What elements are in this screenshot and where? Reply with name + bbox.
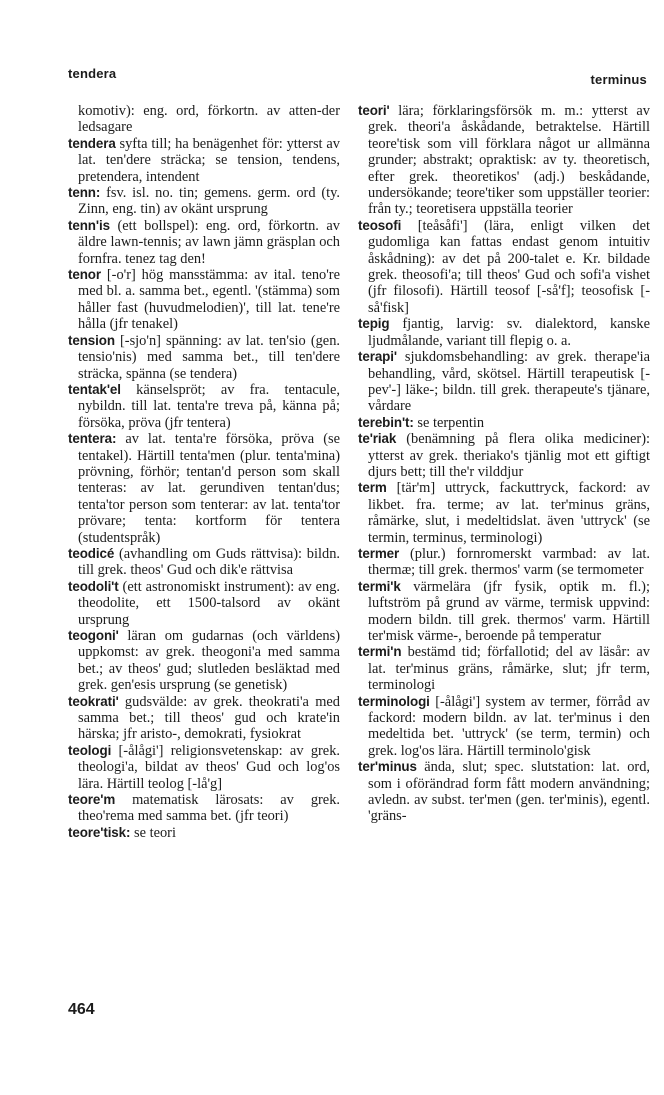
dictionary-entry	[358, 103, 650, 218]
dictionary-entry	[358, 694, 650, 760]
entry-headword: teosofi	[358, 217, 402, 233]
entry-headword: termer	[358, 545, 400, 561]
page-number: 464	[68, 1001, 95, 1018]
entry-headword: tentak'el	[68, 381, 121, 397]
entry-headword: termi'k	[358, 578, 401, 594]
entry-definition: (benämning på flera olika mediciner): ytterst av grek. theriako's tjänlig mot ett giftigt djurs bett; till the'r vilddjur	[368, 431, 650, 480]
dictionary-entry	[68, 825, 340, 841]
entry-definition: av lat. tenta're försöka, pröva (se tentakel). Härtill tenta'men (plur. tenta'mina) prövning, förhör; tentan'd person som skall tenteras: av lat. gerundiven tentan'dus; tenta'tor person som tenterar: av lat. tenta'tor prövare; tenta: kortform för tentera (studentspråk)	[78, 431, 340, 546]
entry-headword: teokrati'	[68, 693, 119, 709]
header-guide-word-right: terminus	[590, 72, 647, 87]
entry-definition: läran om gudarnas (och världens) uppkomst: av grek. theogoni'a med samma bet.; av theos' gud; slutleden besläktad med grek. gen'esis ursprung (se genetisk)	[78, 628, 340, 694]
dictionary-entry	[68, 792, 340, 825]
dictionary-entry	[358, 218, 650, 316]
entry-definition: fjantig, larvig: sv. dialektord, kanske ljudmålande, variant till flepig o. a.	[368, 316, 650, 349]
entry-headword: termi'n	[358, 644, 402, 660]
entry-definition: [tär'm] uttryck, fackuttryck, fackord: av likbet. fra. terme; av lat. ter'minus gräns, råmärke, slut, i medeltidslat. även 'uttryck' (se termin, terminus, terminologi)	[368, 480, 650, 546]
dictionary-entry	[68, 628, 340, 694]
entry-definition: (ett bollspel): eng. ord, förkortn. av äldre lawn-tennis; av lawn jämn gräsplan och fornfra. tenez tag den!	[78, 217, 340, 267]
dictionary-entry	[68, 431, 340, 546]
entry-headword: tendera	[68, 135, 116, 151]
entry-definition: [-ålågi'] system av termer, förråd av fackord: modern bildn. av lat. ter'minus i den medeltida bet. 'uttryck' (se term, termin) och grek. log'os lära. Härtill terminolo'gisk	[368, 693, 650, 759]
entry-definition: (plur.) fornromerskt varmbad: av lat. thermæ; till grek. thermos' varm (se termometer	[368, 545, 650, 579]
dictionary-entry	[358, 546, 650, 579]
dictionary-entry	[68, 218, 340, 267]
entry-headword: teodicé	[68, 545, 115, 561]
entry-definition: [-ålågi'] religionsvetenskap: av grek. theologi'a, bildat av theos' Gud och log'os lära. Härtill teolog [-lå'g]	[78, 742, 340, 792]
entry-headword: teore'tisk:	[68, 824, 131, 840]
entry-headword: tenor	[68, 267, 101, 283]
entry-headword: terebin't:	[358, 414, 414, 430]
entry-headword: tenn'is	[68, 217, 110, 233]
dictionary-entry	[68, 267, 340, 333]
entry-definition: (avhandling om Guds rättvisa): bildn. till grek. theos' Gud och dik'e rättvisa	[78, 545, 340, 579]
right-column	[358, 103, 650, 825]
header-guide-word-left: tendera	[68, 66, 117, 81]
entry-definition: matematisk lärosats: av grek. theo'rema med samma bet. (jfr teori)	[78, 792, 340, 825]
entry-definition: sjukdomsbehandling: av grek. therape'ia behandling, vård, skötsel. Härtill terapeutisk [-pev'-] läke-; bildn. till grek. therapeute's tjänare, vårdare	[368, 349, 650, 415]
entry-headword: term	[358, 480, 387, 496]
entry-headword: tenn:	[68, 185, 101, 201]
dictionary-entry	[68, 103, 340, 136]
entry-headword: teore'm	[68, 792, 116, 808]
dictionary-entry	[68, 136, 340, 185]
entry-definition: [-o'r] hög mansstämma: av ital. teno're med bl. a. samma bet., egentl. '(stämma) som håller fast (huvudmelodien)', till lat. tene're hålla (jfr tenakel)	[78, 267, 340, 333]
entry-headword: terapi'	[358, 349, 397, 365]
entry-headword: teologi	[68, 742, 112, 758]
entry-definition: ända, slut; spec. slutstation: lat. ord, som i oförändrad form fått modern användning; avledn. av subst. ter'men (gen. ter'minis), egentl. 'gräns-	[368, 759, 650, 825]
dictionary-entry	[68, 546, 340, 579]
entry-definition: bestämd tid; förfallotid; del av läsår: av lat. ter'minus gräns, råmärke, slut; jfr term, terminologi	[368, 644, 650, 694]
entry-headword: tepig	[358, 316, 390, 332]
dictionary-entry	[68, 579, 340, 628]
entry-headword: teogoni'	[68, 628, 119, 643]
entry-definition: (ett astronomiskt instrument): av eng. theodolite, ett 1500-talsord av okänt ursprung	[78, 578, 340, 628]
dictionary-entry	[68, 185, 340, 218]
entry-headword: teori'	[358, 103, 390, 118]
dictionary-entry	[68, 333, 340, 382]
entry-definition: [-sjo'n] spänning: av lat. ten'sio (gen. tensio'nis) med samma bet., till ten'dere sträcka, spänna (se tendera)	[78, 332, 340, 382]
entry-headword: terminologi	[358, 693, 430, 709]
entry-definition: gudsvälde: av grek. theokrati'a med samma bet.; till theos' gud och krate'in härska; jfr aristo-, demokrati, fysiokrat	[78, 693, 340, 743]
entry-definition: värmelära (jfr fysik, optik m. fl.); luftström på grund av värme, termisk uppvind: modern bildn. till grek. thermos' varm. Härtill ter'misk värme-, beroende på temperatur	[368, 578, 650, 644]
entry-definition: syfta till; ha benägenhet för: ytterst av lat. ten'dere sträcka; se tension, tendens, pretendera, intendent	[78, 135, 340, 185]
entry-definition: känselspröt; av fra. tentacule, nybildn. till lat. tenta're treva på, känna på; försöka, pröva (jfr tentera)	[78, 381, 340, 431]
entry-definition: komotiv): eng. ord, förkortn. av atten-der ledsagare	[78, 103, 340, 136]
entry-headword: tension	[68, 332, 115, 348]
dictionary-entry	[358, 480, 650, 546]
dictionary-entry	[358, 316, 650, 349]
entry-headword: teodoli't	[68, 578, 119, 594]
dictionary-entry	[358, 431, 650, 480]
dictionary-entry	[68, 382, 340, 431]
dictionary-entry	[358, 349, 650, 415]
entry-definition: se teori	[133, 824, 176, 841]
dictionary-entry	[358, 415, 650, 431]
entry-headword: te'riak	[358, 431, 397, 447]
left-column	[68, 103, 340, 841]
dictionary-entry	[68, 694, 340, 743]
entry-headword: ter'minus	[358, 759, 417, 775]
entry-definition: [teåsåfi'] (lära, enligt vilken det gudomliga kan fattas endast genom intuitiv åskådning): av det på 200-talet e. Kr. bildade grek. theosofi'a; till theos' Gud och sofi'a vishet (jfr filosofi). Härtill teosof [-så'f]; teosofisk [-så'fisk]	[368, 217, 650, 316]
dictionary-entry	[358, 644, 650, 693]
entry-headword: tentera:	[68, 431, 117, 447]
entry-definition: se terpentin	[417, 414, 485, 431]
dictionary-entry	[68, 743, 340, 792]
dictionary-entry	[358, 579, 650, 645]
entry-definition: lära; förklaringsförsök m. m.: ytterst av grek. theori'a åskådande, betraktelse. Härtill teore'tisk som vill förklara något ur allmänna grunder; abstrakt; opraktisk: av ty. theoretisch, efter grek. theoretikos' (adj.) beskådande, undersökande; teore'tiker som uppställer teorier: från ty.; teoretisera uppställa teorier	[368, 103, 650, 218]
entry-definition: fsv. isl. no. tin; gemens. germ. ord (ty. Zinn, eng. tin) av okänt ursprung	[78, 185, 340, 218]
dictionary-entry	[358, 759, 650, 825]
